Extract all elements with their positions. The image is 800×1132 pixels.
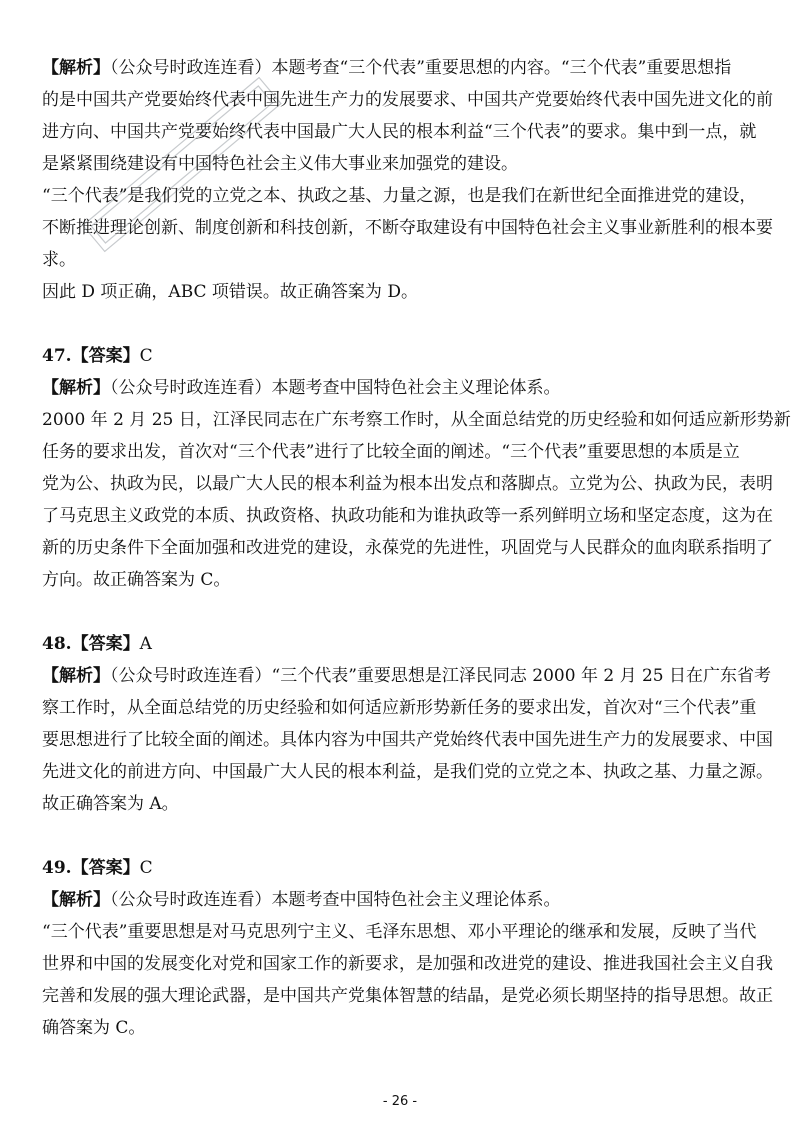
q46-line-2: 的是中国共产党要始终代表中国先进生产力的发展要求、中国共产党要始终代表中国先进文化的前 (42, 90, 773, 110)
q47-line-4: 党为公、执政为民，以最广大人民的根本利益为根本出发点和落脚点。立党为公、执政为民，表明 (42, 474, 773, 494)
q46-line-3: 进方向、中国共产党要始终代表中国最广大人民的根本利益“三个代表”的要求。集中到一点，就 (42, 122, 757, 142)
q49-text: （公众号时政连连看）本题考查中国特色社会主义理论体系。 (110, 890, 561, 910)
q48-answer-line (42, 628, 758, 660)
q49-line-5: 确答案为 C。 (42, 1018, 146, 1038)
q47-number: 47. (42, 346, 72, 366)
q47-answer-line (42, 340, 758, 372)
q49-answer: C (139, 858, 153, 878)
document-page (42, 52, 791, 1044)
q47-line-7: 方向。故正确答案为 C。 (42, 570, 231, 590)
q47-answer: C (139, 346, 153, 366)
q46-conclusion: 因此 D 项正确，ABC 项错误。故正确答案为 D。 (42, 282, 418, 302)
q48-text: （公众号时政连连看）“三个代表”重要思想是江泽民同志 2000 年 2 月 25 日在广东省考 (110, 666, 772, 686)
q48-analysis-tag: 【解析】 (42, 666, 110, 686)
q46-block (42, 52, 773, 308)
q46-line-6: 不断推进理论创新、制度创新和科技创新，不断夺取建设有中国特色社会主义事业新胜利的根本要 (42, 218, 773, 238)
q46-line-5: “三个代表”是我们党的立党之本、执政之基、力量之源，也是我们在新世纪全面推进党的建设， (42, 186, 757, 206)
page-number: - 26 - (382, 1094, 418, 1109)
q48-line-3: 要思想进行了比较全面的阐述。具体内容为中国共产党始终代表中国先进生产力的发展要求、中国 (42, 730, 773, 750)
q49-analysis-tag: 【解析】 (42, 890, 110, 910)
q47-analysis-tag: 【解析】 (42, 378, 110, 398)
q46-line-4: 是紧紧围绕建设有中国特色社会主义伟大事业来加强党的建设。 (42, 154, 518, 174)
q49-answer-line (42, 852, 758, 884)
q47-line-2: 2000 年 2 月 25 日，江泽民同志在广东考察工作时，从全面总结党的历史经验和如何适应新形势新 (42, 410, 791, 430)
q49-line-2: “三个代表”重要思想是对马克思列宁主义、毛泽东思想、邓小平理论的继承和发展，反映了当代 (42, 922, 757, 942)
q49-number: 49. (42, 858, 72, 878)
q49-block (42, 852, 773, 1044)
q48-line-1 (42, 660, 772, 692)
q49-line-1 (42, 884, 758, 916)
q47-line-1 (42, 372, 758, 404)
q46-line-7: 求。 (42, 250, 76, 270)
q48-answer-tag: 【答案】 (71, 634, 140, 654)
q49-answer-tag: 【答案】 (71, 858, 140, 878)
q48-number: 48. (42, 634, 72, 654)
q46-text: （公众号时政连连看）本题考查“三个代表”重要思想的内容。“三个代表”重要思想指 (110, 58, 732, 78)
q47-line-5: 了马克思主义政党的本质、执政资格、执政功能和为谁执政等一系列鲜明立场和坚定态度，这为在 (42, 506, 773, 526)
q47-answer-tag: 【答案】 (71, 346, 140, 366)
q48-line-4: 先进文化的前进方向、中国最广大人民的根本利益，是我们党的立党之本、执政之基、力量之源。 (42, 762, 773, 782)
q46-line-1 (42, 52, 758, 84)
q49-line-4: 完善和发展的强大理论武器，是中国共产党集体智慧的结晶，是党必须长期坚持的指导思想。故正 (42, 986, 773, 1006)
q46-analysis-tag: 【解析】 (42, 58, 110, 78)
q47-line-6: 新的历史条件下全面加强和改进党的建设，永葆党的先进性，巩固党与人民群众的血肉联系指明了 (42, 538, 773, 558)
q48-answer: A (139, 634, 152, 654)
q49-line-3: 世界和中国的发展变化对党和国家工作的新要求，是加强和改进党的建设、推进我国社会主义自我 (42, 954, 773, 974)
q47-block (42, 340, 791, 596)
q48-line-5: 故正确答案为 A。 (42, 794, 179, 814)
q47-text: （公众号时政连连看）本题考查中国特色社会主义理论体系。 (110, 378, 561, 398)
q48-line-2: 察工作时，从全面总结党的历史经验和如何适应新形势新任务的要求出发，首次对“三个代表”重 (42, 698, 757, 718)
q48-block (42, 628, 773, 820)
q47-line-3: 任务的要求出发，首次对“三个代表”进行了比较全面的阐述。“三个代表”重要思想的本质是立 (42, 442, 740, 462)
